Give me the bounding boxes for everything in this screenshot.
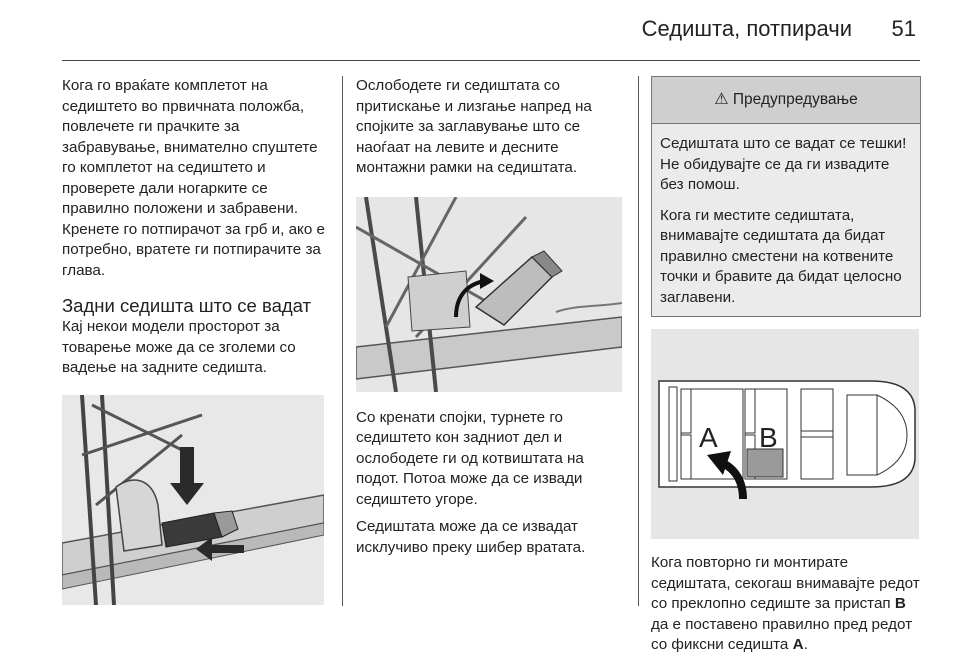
row-a-ref: A (792, 636, 804, 653)
section-heading: Задни седишта што се вадат (62, 295, 312, 316)
warning-title: Предупредување (732, 91, 858, 108)
page-title: Седишта, потпирачи (641, 16, 852, 41)
seat-row-b-label: B (759, 422, 778, 453)
intro-paragraph: Кога го враќате комплетот на седиштето во првичната положба, повлечете ги прачките за забравување, внимателно спуштете го комплетот на седиштето и проверете дали ногарките се правилно положени и забравени. Кренете го потпирачот за грб и, ако е потребно, вратете ги потпирачите за глава. (62, 77, 325, 279)
warning-header (652, 77, 920, 124)
section-text: Кај некои модели просторот за товарење може да се зголеми со вадење на задните седишта. (62, 318, 296, 376)
warning-paragraph-1: Седиштата што се вадат се тешки! Не обидувајте се да ги извадите без помош. (660, 135, 907, 193)
warning-body (652, 124, 920, 316)
column-divider-1 (342, 76, 343, 606)
van-layout-drawing (651, 329, 919, 539)
page-number: 51 (891, 16, 916, 41)
lever-drawing (356, 197, 622, 392)
reinstall-text-part-1: Кога повторно ги монтирате седиштата, секогаш внимавајте редот со преклопно седиште за пристап (651, 554, 920, 612)
column-3 (651, 76, 921, 656)
reinstall-text-end: . (803, 636, 808, 653)
reinstall-text-part-2: да е поставено правилно пред редот со фиксни седишта (651, 615, 913, 653)
column-1 (62, 76, 332, 605)
push-text: Со кренати спојки, турнете го седиштето кон задниот дел и ослободете ги од котвиштата на подот. Потоа може да се извади седиштето угоре. (356, 408, 584, 508)
door-text: Седиштата може да се извадат исклучиво преку шибер вратата. (356, 518, 586, 556)
seat-latch-illustration (62, 395, 324, 605)
warning-box (651, 76, 921, 317)
column-2 (356, 76, 626, 558)
seat-row-a-label: A (699, 422, 718, 453)
lever-illustration (356, 197, 622, 392)
release-text: Ослободете ги седиштата со притискање и лизгање напред на спојките за заглавување што се наоѓаат на левите и десните монтажни рамки на седиштата. (356, 77, 592, 176)
reinstall-text (651, 553, 921, 656)
van-layout-diagram (651, 329, 919, 539)
page-header (0, 0, 960, 58)
row-b-ref: B (894, 595, 906, 612)
warning-triangle-icon: ⚠ (714, 91, 729, 108)
warning-paragraph-2: Кога ги местите седиштата, внимавајте седиштата да бидат правилно сместени на котвените точки и бравите да бидат целосно заглавени. (660, 206, 902, 306)
column-divider-2 (638, 76, 639, 606)
seat-latch-drawing (62, 395, 324, 605)
header-rule (62, 60, 920, 61)
